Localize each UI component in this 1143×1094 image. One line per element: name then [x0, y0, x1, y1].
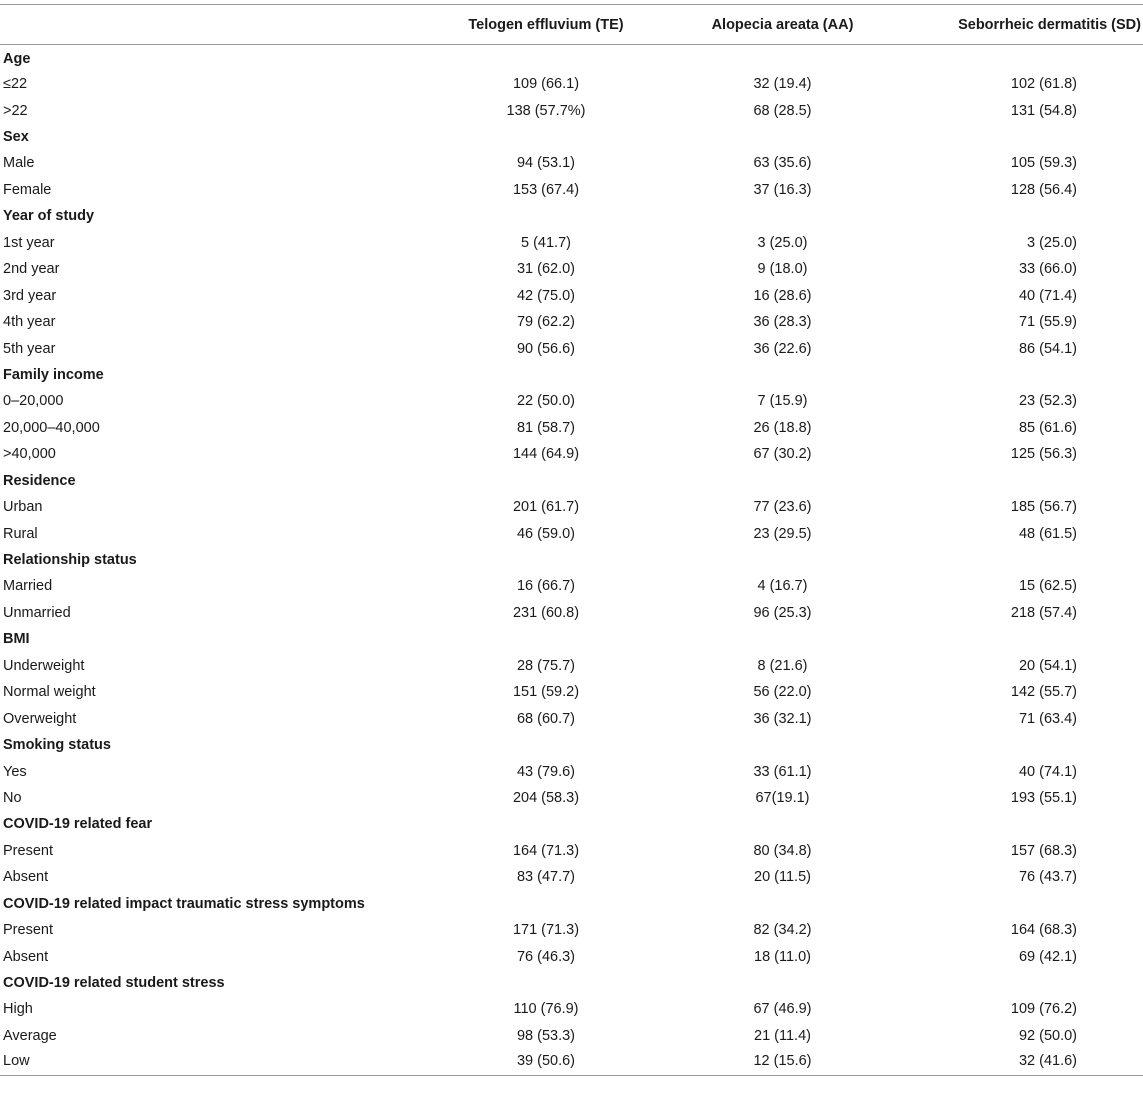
cell-te: 31 (62.0)	[516, 261, 576, 278]
row-label: Absent	[3, 869, 49, 886]
table-row	[0, 150, 1143, 176]
table-row	[0, 573, 1143, 599]
cell-sd: 164 (68.3)	[1010, 922, 1077, 939]
table-row	[0, 679, 1143, 705]
cell-sd	[893, 626, 1143, 652]
cell-aa: 36 (28.3)	[753, 314, 812, 331]
row-label: 20,000–40,000	[3, 419, 100, 436]
cell-te	[420, 547, 672, 573]
cell-aa	[672, 547, 893, 573]
cell-sd	[893, 45, 1143, 71]
table-row	[0, 256, 1143, 282]
row-label: 1st year	[3, 234, 55, 251]
cell-te: 98 (53.3)	[516, 1027, 576, 1044]
section-label: Smoking status	[3, 737, 111, 754]
table-row	[0, 785, 1143, 811]
cell-te: 94 (53.1)	[516, 155, 576, 172]
table-row	[0, 177, 1143, 203]
row-label: Male	[3, 155, 35, 172]
section-label: Sex	[3, 129, 29, 146]
table-row	[0, 388, 1143, 414]
section-label: BMI	[3, 631, 30, 648]
section-label: COVID-19 related student stress	[3, 975, 225, 992]
cell-aa: 82 (34.2)	[753, 922, 812, 939]
row-label: >40,000	[3, 446, 56, 463]
cell-aa: 68 (28.5)	[753, 102, 812, 119]
section-label: Age	[3, 50, 31, 67]
row-label: Unmarried	[3, 604, 71, 621]
cell-aa: 16 (28.6)	[753, 287, 812, 304]
cell-aa	[672, 732, 893, 758]
section-row	[0, 811, 1143, 837]
cell-sd: 40 (71.4)	[1018, 287, 1077, 304]
row-label: 0–20,000	[3, 393, 64, 410]
cell-aa	[672, 203, 893, 229]
cell-aa: 32 (19.4)	[753, 76, 812, 93]
table-row	[0, 653, 1143, 679]
cell-te	[420, 124, 672, 150]
section-row	[0, 970, 1143, 996]
table-row	[0, 705, 1143, 731]
header-aa: Alopecia areata (AA)	[672, 5, 893, 45]
section-row	[0, 124, 1143, 150]
section-label: COVID-19 related fear	[3, 816, 153, 833]
cell-aa: 20 (11.5)	[754, 869, 811, 886]
section-row	[0, 362, 1143, 388]
table-row	[0, 309, 1143, 335]
table-row	[0, 415, 1143, 441]
cell-sd	[893, 203, 1143, 229]
cell-te: 43 (79.6)	[516, 763, 576, 780]
cell-sd: 157 (68.3)	[1010, 842, 1077, 859]
cell-te: 79 (62.2)	[516, 314, 576, 331]
cell-sd: 125 (56.3)	[1010, 446, 1077, 463]
row-label: Overweight	[3, 710, 77, 727]
cell-te	[420, 468, 672, 494]
row-label: 4th year	[3, 314, 56, 331]
cell-sd: 20 (54.1)	[1018, 657, 1077, 674]
cell-sd: 71 (63.4)	[1018, 710, 1077, 727]
cell-sd: 15 (62.5)	[1018, 578, 1077, 595]
section-row	[0, 626, 1143, 652]
table-row	[0, 864, 1143, 890]
row-label: Urban	[3, 499, 43, 516]
cell-aa	[672, 970, 893, 996]
cell-aa: 4 (16.7)	[757, 578, 808, 595]
cell-aa: 18 (11.0)	[754, 948, 811, 965]
cell-te: 153 (67.4)	[512, 181, 580, 198]
cell-te	[420, 732, 672, 758]
cell-aa: 80 (34.8)	[753, 842, 812, 859]
table-row	[0, 838, 1143, 864]
cell-sd: 105 (59.3)	[1010, 155, 1077, 172]
cell-aa: 21 (11.4)	[754, 1027, 811, 1044]
cell-aa: 63 (35.6)	[753, 155, 812, 172]
cell-aa: 36 (32.1)	[753, 710, 812, 727]
table-body	[0, 45, 1143, 1076]
cell-aa	[672, 45, 893, 71]
cell-aa: 36 (22.6)	[753, 340, 812, 357]
row-label: Yes	[3, 763, 27, 780]
cell-te: 138 (57.7%)	[506, 102, 586, 119]
cell-sd: 102 (61.8)	[1010, 76, 1077, 93]
cell-sd: 40 (74.1)	[1018, 763, 1077, 780]
cell-te: 22 (50.0)	[516, 393, 576, 410]
cell-aa: 12 (15.6)	[672, 1049, 893, 1075]
section-row	[0, 468, 1143, 494]
cell-sd	[893, 891, 1143, 917]
section-row	[0, 547, 1143, 573]
cell-sd	[893, 811, 1143, 837]
header-te: Telogen effluvium (TE)	[420, 5, 672, 45]
table-row	[0, 97, 1143, 123]
cell-sd: 71 (55.9)	[1018, 314, 1077, 331]
cell-te: 76 (46.3)	[516, 948, 576, 965]
cell-aa	[672, 626, 893, 652]
row-label: Present	[3, 842, 53, 859]
section-row	[0, 203, 1143, 229]
table-row	[0, 758, 1143, 784]
table-row	[0, 917, 1143, 943]
cell-sd: 185 (56.7)	[1010, 499, 1077, 516]
cell-sd: 193 (55.1)	[1010, 789, 1077, 806]
row-label: Low	[0, 1049, 420, 1075]
cell-aa: 33 (61.1)	[753, 763, 812, 780]
table-row	[0, 230, 1143, 256]
table-header	[0, 5, 1143, 45]
cell-sd	[893, 362, 1143, 388]
table-row	[0, 282, 1143, 308]
table-row	[0, 1023, 1143, 1049]
row-label: ≤22	[3, 76, 28, 93]
cell-sd: 218 (57.4)	[1010, 604, 1077, 621]
cell-te: 28 (75.7)	[516, 657, 576, 674]
cell-sd	[893, 468, 1143, 494]
cell-te	[420, 891, 672, 917]
cell-sd: 69 (42.1)	[1018, 948, 1077, 965]
table-row	[0, 335, 1143, 361]
cell-te	[420, 45, 672, 71]
cell-te: 83 (47.7)	[516, 869, 576, 886]
row-label: 2nd year	[3, 261, 60, 278]
section-label: Family income	[3, 366, 104, 383]
table-row	[0, 441, 1143, 467]
cell-te: 204 (58.3)	[512, 789, 580, 806]
row-label: >22	[3, 102, 28, 119]
cell-aa: 9 (18.0)	[757, 261, 808, 278]
cell-aa	[672, 362, 893, 388]
cell-aa: 8 (21.6)	[757, 657, 808, 674]
cell-sd: 76 (43.7)	[1018, 869, 1077, 886]
cell-aa: 56 (22.0)	[753, 684, 812, 701]
table-row	[0, 600, 1143, 626]
section-row	[0, 45, 1143, 71]
table-row	[0, 943, 1143, 969]
section-label: COVID-19 related impact traumatic stress symptoms	[3, 895, 365, 912]
cell-te: 39 (50.6)	[420, 1049, 672, 1075]
header-label	[0, 5, 420, 45]
table-row	[0, 494, 1143, 520]
row-label: No	[3, 789, 22, 806]
cell-te: 164 (71.3)	[512, 842, 580, 859]
cell-sd: 131 (54.8)	[1010, 102, 1077, 119]
cell-sd: 3 (25.0)	[1027, 234, 1077, 251]
header-sd: Seborrheic dermatitis (SD)	[893, 5, 1143, 45]
cell-te: 201 (61.7)	[512, 499, 580, 516]
data-table	[0, 4, 1143, 1076]
cell-sd	[893, 547, 1143, 573]
cell-te: 42 (75.0)	[516, 287, 576, 304]
cell-aa: 3 (25.0)	[757, 234, 808, 251]
row-label: Absent	[3, 948, 49, 965]
table-row	[0, 520, 1143, 546]
table-row	[0, 996, 1143, 1022]
cell-sd: 128 (56.4)	[1010, 181, 1077, 198]
cell-sd	[893, 124, 1143, 150]
cell-sd	[893, 732, 1143, 758]
row-label: 5th year	[3, 340, 56, 357]
row-label: Average	[3, 1027, 57, 1044]
cell-sd: 109 (76.2)	[1010, 1001, 1077, 1018]
cell-te	[420, 970, 672, 996]
row-label: Female	[3, 181, 52, 198]
cell-aa: 26 (18.8)	[753, 419, 812, 436]
row-label: Normal weight	[3, 684, 96, 701]
section-row	[0, 891, 1143, 917]
cell-te: 109 (66.1)	[512, 76, 580, 93]
cell-te: 151 (59.2)	[512, 684, 580, 701]
cell-sd: 92 (50.0)	[1018, 1027, 1077, 1044]
cell-aa: 67 (46.9)	[753, 1001, 812, 1018]
cell-te	[420, 626, 672, 652]
cell-sd: 33 (66.0)	[1018, 261, 1077, 278]
row-label: Present	[3, 922, 53, 939]
cell-sd: 32 (41.6)	[893, 1049, 1143, 1075]
cell-aa	[672, 124, 893, 150]
cell-te: 90 (56.6)	[516, 340, 576, 357]
cell-sd: 142 (55.7)	[1010, 684, 1077, 701]
row-label: Underweight	[3, 657, 85, 674]
cell-sd: 48 (61.5)	[1018, 525, 1077, 542]
table-row	[0, 71, 1143, 97]
cell-te: 231 (60.8)	[512, 604, 580, 621]
row-label: 3rd year	[3, 287, 57, 304]
cell-aa: 37 (16.3)	[753, 181, 812, 198]
cell-aa: 7 (15.9)	[757, 393, 808, 410]
cell-sd: 85 (61.6)	[1018, 419, 1077, 436]
cell-te: 16 (66.7)	[516, 578, 576, 595]
cell-aa	[672, 891, 893, 917]
table-row	[0, 1049, 1143, 1075]
cell-aa: 96 (25.3)	[753, 604, 812, 621]
header-row	[0, 5, 1143, 45]
row-label: Married	[3, 578, 53, 595]
cell-te: 171 (71.3)	[512, 922, 580, 939]
cell-sd: 23 (52.3)	[1018, 393, 1077, 410]
cell-sd: 86 (54.1)	[1018, 340, 1077, 357]
cell-te: 110 (76.9)	[513, 1001, 579, 1018]
cell-aa	[672, 811, 893, 837]
cell-te	[420, 362, 672, 388]
cell-aa: 67(19.1)	[755, 789, 810, 806]
cell-te: 68 (60.7)	[516, 710, 576, 727]
cell-te	[420, 811, 672, 837]
cell-te: 5 (41.7)	[521, 234, 571, 251]
cell-te: 46 (59.0)	[516, 525, 576, 542]
cell-aa: 77 (23.6)	[753, 499, 812, 516]
cell-sd	[893, 970, 1143, 996]
row-label: Rural	[3, 525, 38, 542]
cell-te: 144 (64.9)	[512, 446, 580, 463]
cell-aa: 67 (30.2)	[753, 446, 812, 463]
cell-te	[420, 203, 672, 229]
section-label: Residence	[3, 472, 76, 489]
section-label: Relationship status	[3, 552, 137, 569]
section-label: Year of study	[3, 208, 95, 225]
cell-aa: 23 (29.5)	[753, 525, 812, 542]
cell-aa	[672, 468, 893, 494]
row-label: High	[3, 1001, 33, 1018]
section-row	[0, 732, 1143, 758]
cell-te: 81 (58.7)	[516, 419, 576, 436]
